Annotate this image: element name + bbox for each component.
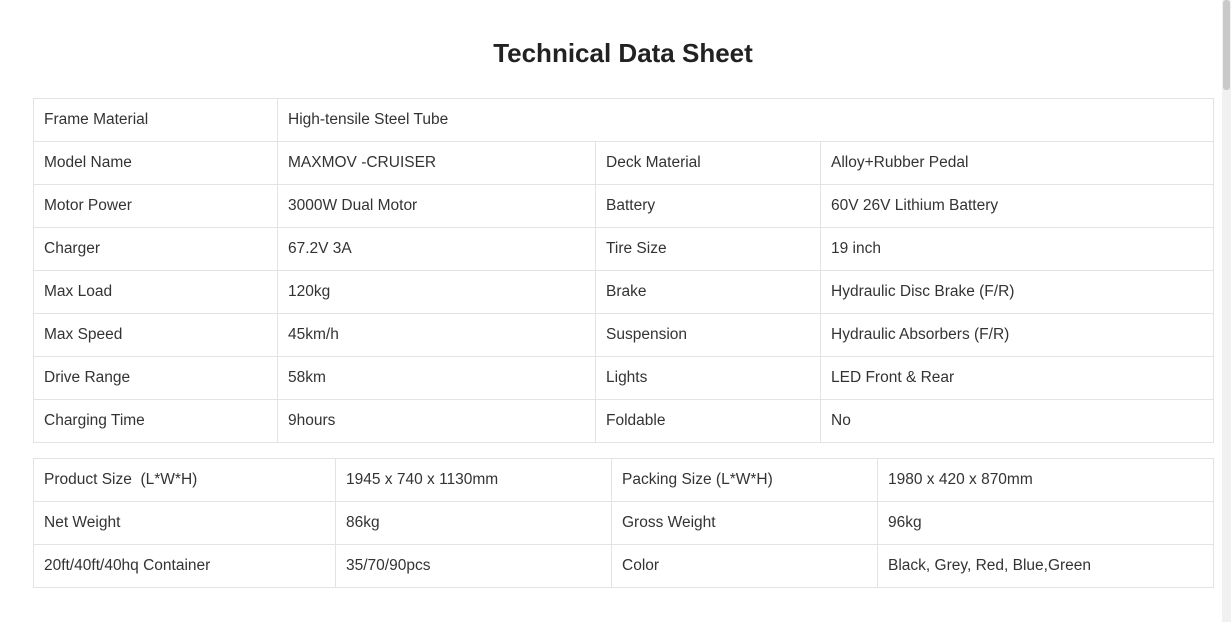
spec-label: Motor Power <box>34 185 278 228</box>
table-row <box>34 502 1214 545</box>
spec-value: 86kg <box>336 502 612 545</box>
spec-label: Product Size (L*W*H) <box>34 459 336 502</box>
page-title: Technical Data Sheet <box>493 38 753 69</box>
packing-table <box>33 458 1214 588</box>
spec-value: No <box>821 400 1214 443</box>
spec-label: 20ft/40ft/40hq Container <box>34 545 336 588</box>
spec-label-frame-material: Frame Material <box>34 99 278 142</box>
spec-value: 35/70/90pcs <box>336 545 612 588</box>
spec-label: Gross Weight <box>612 502 878 545</box>
spec-label: Brake <box>596 271 821 314</box>
spec-value: LED Front & Rear <box>821 357 1214 400</box>
vertical-scrollbar[interactable] <box>1222 0 1231 622</box>
table-row <box>34 459 1214 502</box>
spec-label: Tire Size <box>596 228 821 271</box>
spec-label: Suspension <box>596 314 821 357</box>
spec-value: 9hours <box>278 400 596 443</box>
table-row <box>34 545 1214 588</box>
spec-value: 60V 26V Lithium Battery <box>821 185 1214 228</box>
spec-label: Charger <box>34 228 278 271</box>
spec-value: 3000W Dual Motor <box>278 185 596 228</box>
spec-label: Deck Material <box>596 142 821 185</box>
table-row <box>34 357 1214 400</box>
spec-value: Hydraulic Disc Brake (F/R) <box>821 271 1214 314</box>
spec-label: Max Load <box>34 271 278 314</box>
table-row <box>34 400 1214 443</box>
spec-value: 96kg <box>878 502 1214 545</box>
spec-value: 67.2V 3A <box>278 228 596 271</box>
spec-value: Alloy+Rubber Pedal <box>821 142 1214 185</box>
spec-value: 1980 x 420 x 870mm <box>878 459 1214 502</box>
spec-label: Packing Size (L*W*H) <box>612 459 878 502</box>
table-row <box>34 228 1214 271</box>
scrollbar-thumb[interactable] <box>1223 0 1230 90</box>
table-row <box>34 185 1214 228</box>
table-row <box>34 99 1214 142</box>
spec-value: 45km/h <box>278 314 596 357</box>
spec-label: Charging Time <box>34 400 278 443</box>
spec-value-frame-material: High-tensile Steel Tube <box>278 99 1214 142</box>
table-row <box>34 314 1214 357</box>
spec-label: Max Speed <box>34 314 278 357</box>
spec-label: Lights <box>596 357 821 400</box>
spec-value: 58km <box>278 357 596 400</box>
table-row <box>34 271 1214 314</box>
table-row <box>34 142 1214 185</box>
spec-label: Color <box>612 545 878 588</box>
spec-value: Black, Grey, Red, Blue,Green <box>878 545 1214 588</box>
spec-label: Model Name <box>34 142 278 185</box>
spec-value: Hydraulic Absorbers (F/R) <box>821 314 1214 357</box>
spec-label: Net Weight <box>34 502 336 545</box>
spec-label: Foldable <box>596 400 821 443</box>
spec-value: 1945 x 740 x 1130mm <box>336 459 612 502</box>
spec-label: Battery <box>596 185 821 228</box>
spec-label: Drive Range <box>34 357 278 400</box>
spec-table <box>33 98 1214 443</box>
spec-value: 120kg <box>278 271 596 314</box>
spec-value: MAXMOV -CRUISER <box>278 142 596 185</box>
spec-value: 19 inch <box>821 228 1214 271</box>
